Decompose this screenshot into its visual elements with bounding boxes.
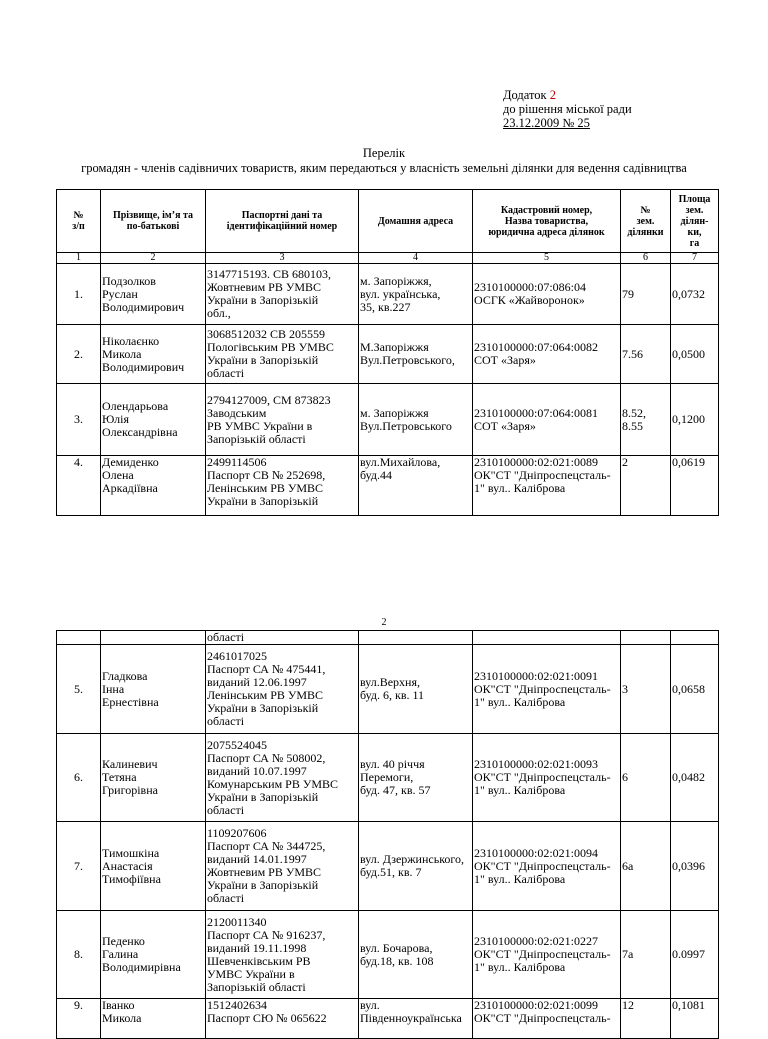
appendix-number: 2 [549, 88, 556, 102]
row-address: м. Запоріжжя Вул.Петровського [359, 384, 473, 456]
row-index: 4. [57, 456, 101, 516]
row-index: 9. [57, 999, 101, 1039]
table-row [57, 999, 719, 1039]
row-name: Подзолков Руслан Володимирович [101, 264, 206, 325]
row-passport: 1109207606 Паспорт СА № 344725, виданий 14.01.1997 Жовтневим РВ УМВС України в Запорізькій області [206, 822, 359, 911]
table-row-continuation [57, 631, 719, 645]
document-subtitle: громадян - членів садівничих товариств, яким передаються у власність земельні ділянки для ведення садівництва [81, 161, 687, 175]
row-name: Педенко Галина Володимирівна [101, 911, 206, 999]
row-cadastre: 2310100000:02:021:0227 ОК"СТ "Дніпроспецсталь- 1" вул.. Каліброва [473, 911, 621, 999]
row-name: Олендарьова Юлія Олександрівна [101, 384, 206, 456]
row-plot: 7.56 [621, 325, 671, 384]
row-plot: 6 [621, 734, 671, 822]
row-index: 6. [57, 734, 101, 822]
row-area: 0,1081 [671, 999, 719, 1039]
row-cadastre: 2310100000:07:064:0082 СОТ «Заря» [473, 325, 621, 384]
row-passport-continued: області [206, 631, 359, 645]
table-header-row [57, 190, 719, 253]
row-area: 0,0658 [671, 645, 719, 734]
row-area: 0,0500 [671, 325, 719, 384]
row-address: вул. Бочарова, буд.18, кв. 108 [359, 911, 473, 999]
citizens-table-page2 [56, 630, 719, 1039]
empty-cell [621, 631, 671, 645]
row-passport: 2075524045 Паспорт СА № 508002, виданий 10.07.1997 Комунарським РВ УМВС України в Запорізькій області [206, 734, 359, 822]
row-plot: 8.52, 8.55 [621, 384, 671, 456]
row-name: Калиневич Тетяна Григорівна [101, 734, 206, 822]
col-number: 3 [206, 253, 359, 264]
column-number-row [57, 253, 719, 264]
row-name: Гладкова Інна Ернестівна [101, 645, 206, 734]
row-passport: 2461017025 Паспорт СА № 475441, виданий 12.06.1997 Ленінським РВ УМВС України в Запорізькій області [206, 645, 359, 734]
row-area: 0,0732 [671, 264, 719, 325]
row-cadastre: 2310100000:02:021:0099 ОК"СТ "Дніпроспецсталь- [473, 999, 621, 1039]
row-address: вул. 40 річчя Перемоги, буд. 47, кв. 57 [359, 734, 473, 822]
table-row [57, 645, 719, 734]
header-plot: № зем. ділянки [621, 190, 671, 253]
header-index: № з/п [57, 190, 101, 253]
row-index: 2. [57, 325, 101, 384]
row-index: 1. [57, 264, 101, 325]
appendix-label: Додаток [503, 88, 550, 102]
row-name: Тимошкіна Анастасія Тимофіївна [101, 822, 206, 911]
appendix-block [503, 88, 632, 130]
row-index: 8. [57, 911, 101, 999]
row-cadastre: 2310100000:07:086:04 ОСГК «Жайворонок» [473, 264, 621, 325]
row-cadastre: 2310100000:02:021:0093 ОК"СТ "Дніпроспецсталь- 1" вул.. Каліброва [473, 734, 621, 822]
row-cadastre: 2310100000:02:021:0094 ОК"СТ "Дніпроспецсталь- 1" вул.. Каліброва [473, 822, 621, 911]
table-row [57, 911, 719, 999]
table-row [57, 822, 719, 911]
row-cadastre: 2310100000:02:021:0091 ОК"СТ "Дніпроспецсталь- 1" вул.. Каліброва [473, 645, 621, 734]
row-name: Ніколаєнко Микола Володимирович [101, 325, 206, 384]
table-row [57, 264, 719, 325]
appendix-date: 23.12.2009 № 25 [503, 116, 590, 130]
page-number: 2 [381, 617, 387, 628]
col-number: 5 [473, 253, 621, 264]
row-index: 7. [57, 822, 101, 911]
row-plot: 12 [621, 999, 671, 1039]
row-address: вул. Південноукраїнська [359, 999, 473, 1039]
row-plot: 6а [621, 822, 671, 911]
empty-cell [359, 631, 473, 645]
header-name: Прізвище, ім’я та по-батькові [101, 190, 206, 253]
row-passport: 2120011340 Паспорт СА № 916237, виданий 19.11.1998 Шевченківським РВ УМВС України в Запорізькій області [206, 911, 359, 999]
row-name: Іванко Микола [101, 999, 206, 1039]
empty-cell [101, 631, 206, 645]
row-plot: 3 [621, 645, 671, 734]
row-cadastre: 2310100000:07:064:0081 СОТ «Заря» [473, 384, 621, 456]
header-address: Домашня адреса [359, 190, 473, 253]
empty-cell [473, 631, 621, 645]
row-passport: 3147715193. СВ 680103, Жовтневим РВ УМВС України в Запорізькій обл., [206, 264, 359, 325]
row-area: 0,0396 [671, 822, 719, 911]
row-address: М.Запоріжжя Вул.Петровського, [359, 325, 473, 384]
appendix-decision: до рішення міської ради [503, 102, 632, 116]
row-address: вул.Михайлова, буд.44 [359, 456, 473, 516]
row-name: Демиденко Олена Аркадіївна [101, 456, 206, 516]
col-number: 4 [359, 253, 473, 264]
col-number: 6 [621, 253, 671, 264]
row-plot: 79 [621, 264, 671, 325]
row-passport: 3068512032 СВ 205559 Пологівським РВ УМВС України в Запорізькій області [206, 325, 359, 384]
row-passport: 2499114506 Паспорт СВ № 252698, Ленінським РВ УМВС України в Запорізькій [206, 456, 359, 516]
row-plot: 7а [621, 911, 671, 999]
col-number: 2 [101, 253, 206, 264]
row-address: вул. Дзержинського, буд.51, кв. 7 [359, 822, 473, 911]
empty-cell [671, 631, 719, 645]
header-cadastre: Кадастровий номер, Назва товариства, юридична адреса ділянок [473, 190, 621, 253]
row-index: 3. [57, 384, 101, 456]
document-title: Перелік [362, 146, 406, 160]
col-number: 1 [57, 253, 101, 264]
header-area: Площа зем. ділян- ки, га [671, 190, 719, 253]
row-address: вул.Верхня, буд. 6, кв. 11 [359, 645, 473, 734]
row-passport: 1512402634 Паспорт СЮ № 065622 [206, 999, 359, 1039]
row-area: 0.0997 [671, 911, 719, 999]
table-row [57, 325, 719, 384]
table-row [57, 384, 719, 456]
table-row [57, 456, 719, 516]
row-area: 0,1200 [671, 384, 719, 456]
table-row [57, 734, 719, 822]
row-passport: 2794127009, СМ 873823 Заводським РВ УМВС України в Запорізькій області [206, 384, 359, 456]
row-area: 0,0482 [671, 734, 719, 822]
row-cadastre: 2310100000:02:021:0089 ОК"СТ "Дніпроспецсталь- 1" вул.. Каліброва [473, 456, 621, 516]
row-address: м. Запоріжжя, вул. українська, 35, кв.227 [359, 264, 473, 325]
empty-cell [57, 631, 101, 645]
citizens-table-page1 [56, 189, 719, 516]
row-area: 0,0619 [671, 456, 719, 516]
col-number: 7 [671, 253, 719, 264]
row-index: 5. [57, 645, 101, 734]
row-plot: 2 [621, 456, 671, 516]
header-passport: Паспортні дані та ідентифікаційний номер [206, 190, 359, 253]
